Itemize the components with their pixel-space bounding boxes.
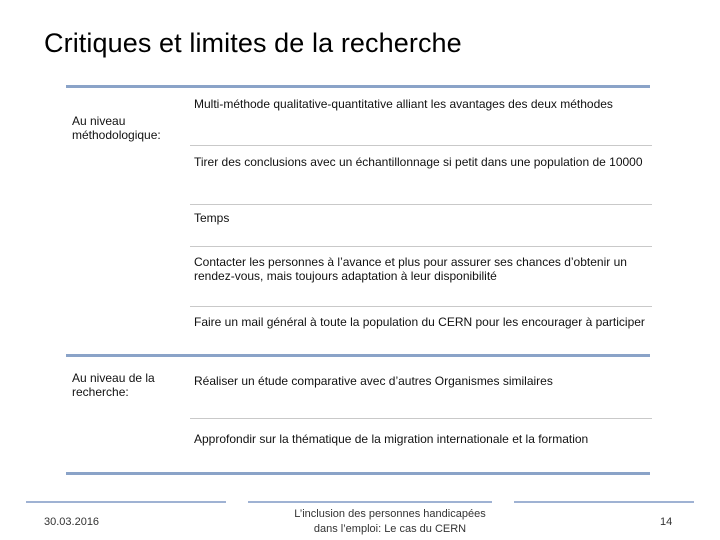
footer-title: L’inclusion des personnes handicapées dans l’emploi: Le cas du CERN	[294, 508, 486, 535]
bottom-accent-bar	[66, 472, 650, 475]
list-item: Faire un mail général à toute la population du CERN pour les encourager à participer	[194, 315, 645, 329]
list-item: Tirer des conclusions avec un échantillonnage si petit dans une population de 10000	[194, 155, 643, 169]
list-item: Réaliser un étude comparative avec d’autres Organismes similaires	[194, 374, 553, 388]
page-number: 14	[660, 516, 673, 528]
footer-bar-left	[26, 501, 226, 503]
list-item: Approfondir sur la thématique de la migration internationale et la formation	[194, 432, 589, 446]
divider	[190, 246, 652, 247]
middle-accent-bar	[66, 354, 650, 357]
footer-date: 30.03.2016	[44, 516, 100, 528]
footer-bar-right	[514, 501, 694, 503]
top-accent-bar	[66, 85, 650, 88]
section-label-research: Au niveau de la recherche:	[72, 371, 155, 399]
divider	[190, 204, 652, 205]
divider	[190, 418, 652, 419]
list-item: Temps	[194, 211, 230, 225]
divider	[190, 145, 652, 146]
section-label-methodology: Au niveau méthodologique:	[72, 114, 161, 142]
divider	[190, 306, 652, 307]
list-item: Multi-méthode qualitative-quantitative alliant les avantages des deux méthodes	[194, 97, 613, 111]
footer-bar-center	[248, 501, 492, 503]
list-item: Contacter les personnes à l’avance et plus pour assurer ses chances d’obtenir un rendez-vous, mais toujours adaptation à leur disponibilité	[194, 255, 627, 283]
slide-title: Critiques et limites de la recherche	[44, 28, 462, 58]
